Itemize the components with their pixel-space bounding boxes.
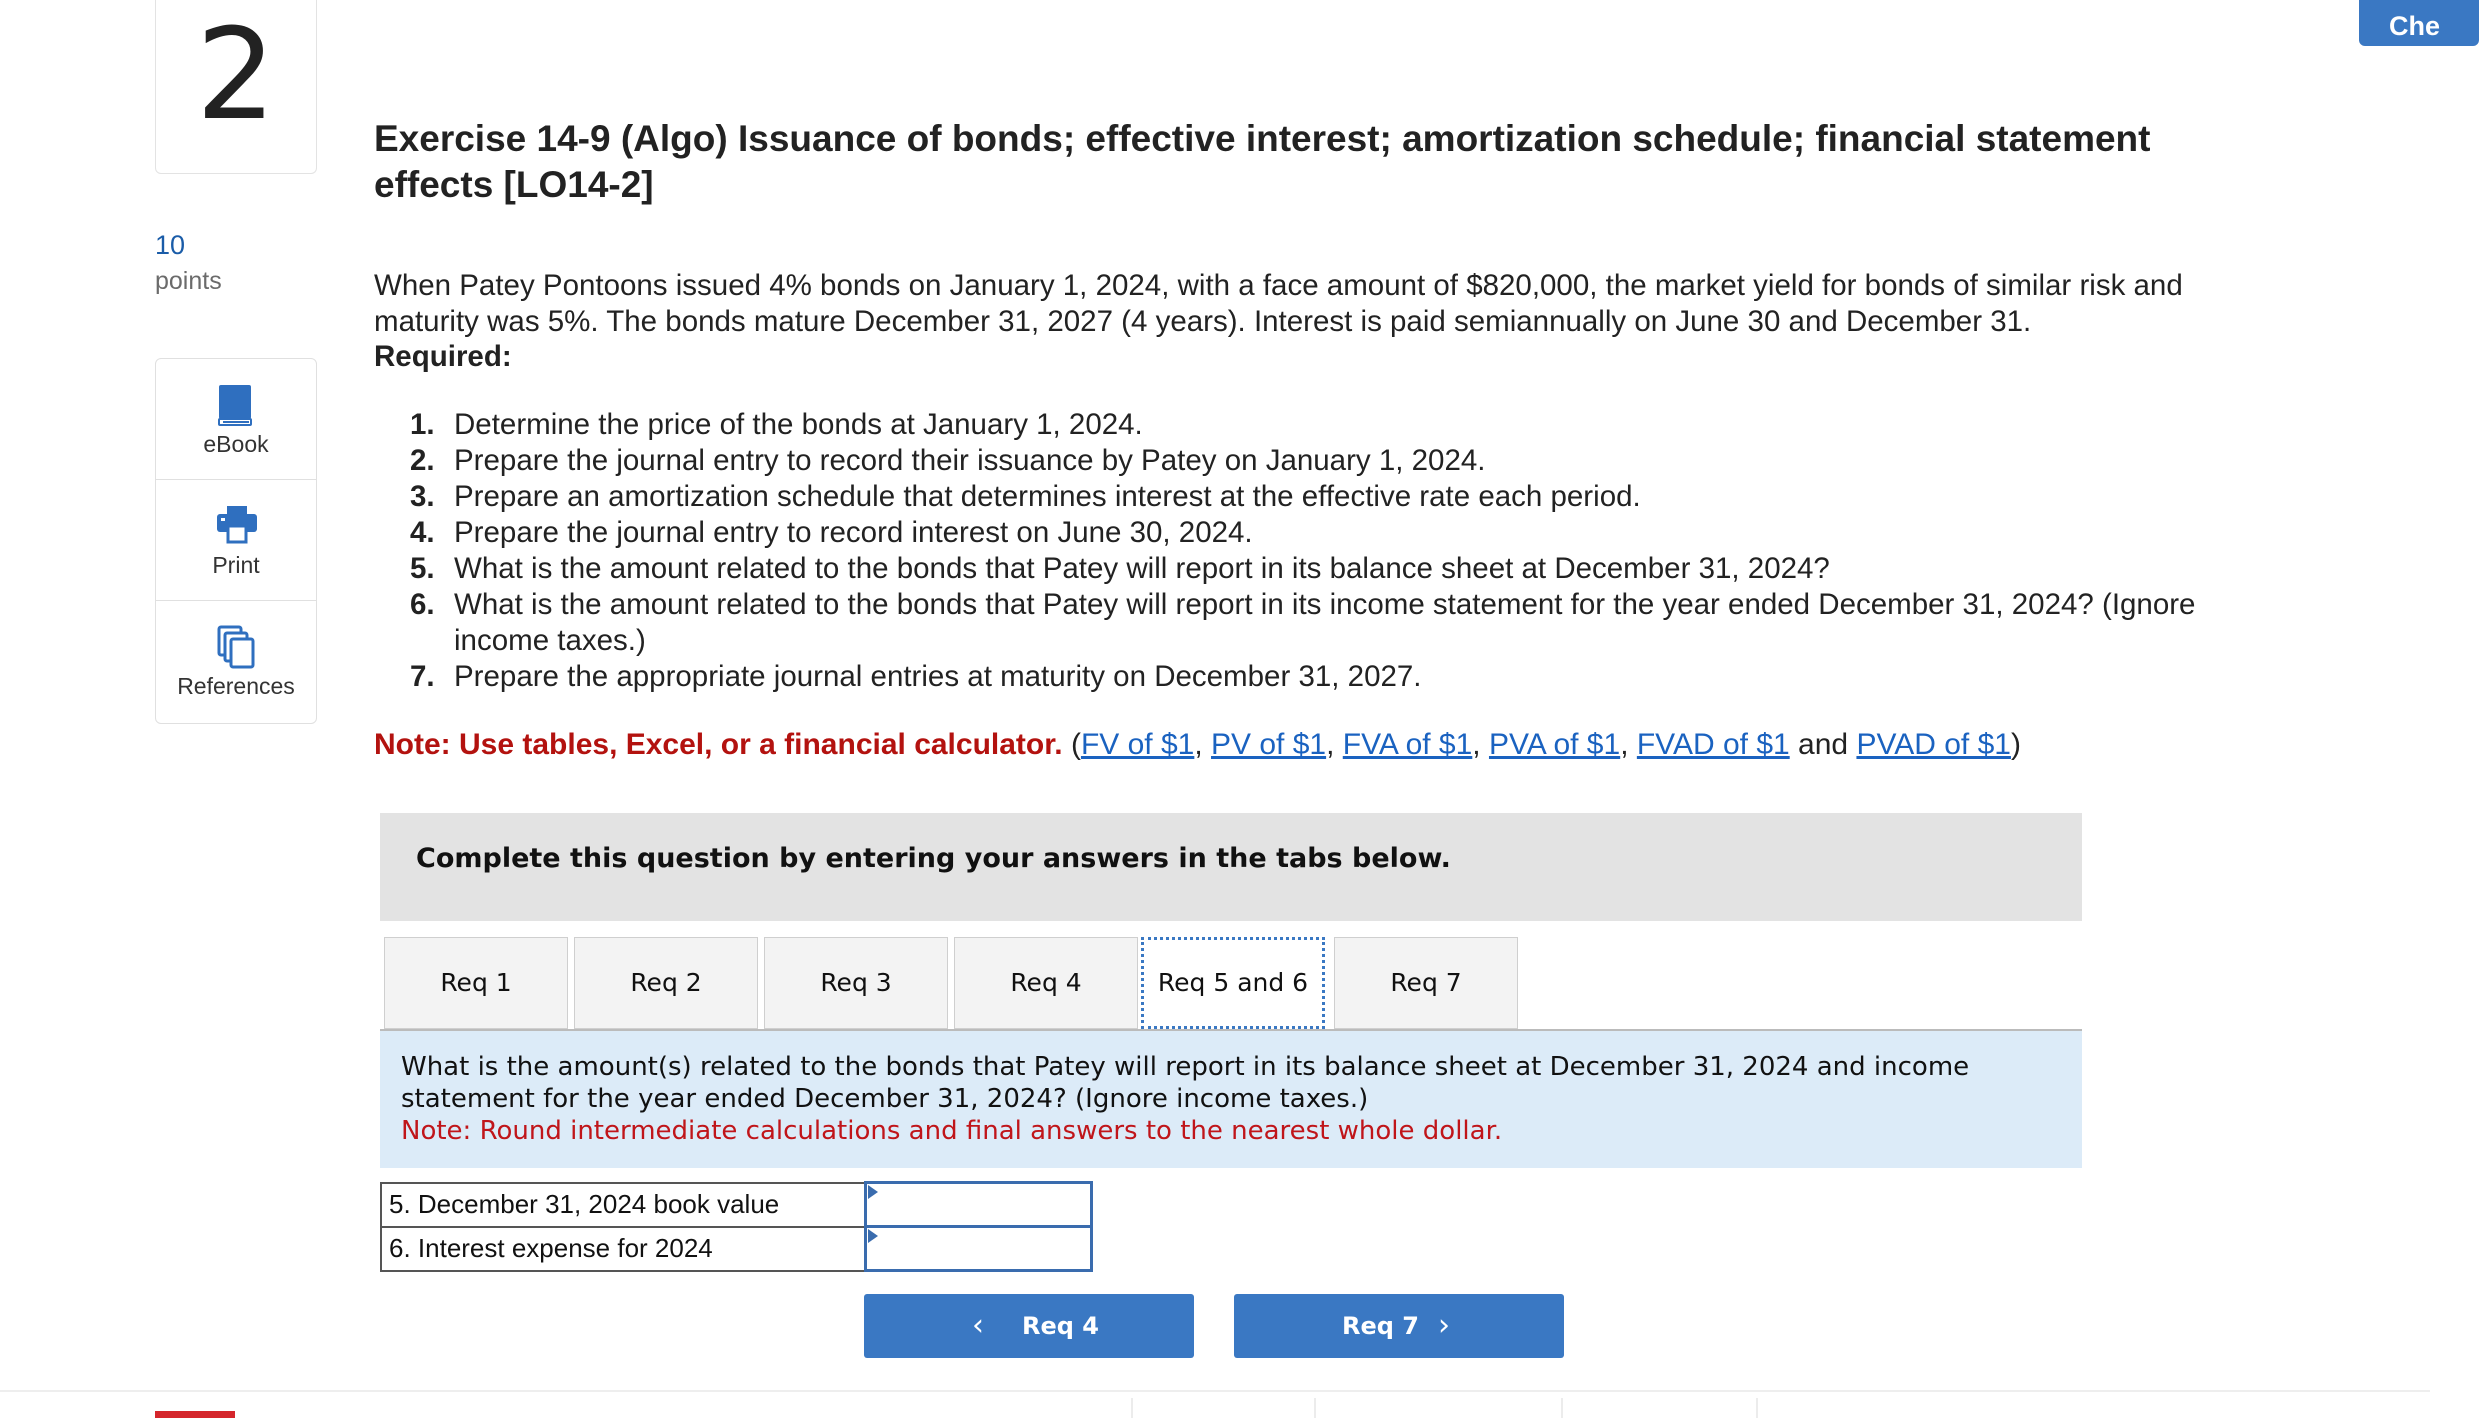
item-text: What is the amount related to the bonds that Patey will report in its income statement for the year ended December 31, 2024? (Ignore income taxes.) bbox=[454, 588, 2196, 657]
tab-req-5-and-6[interactable]: Req 5 and 6 bbox=[1141, 937, 1325, 1029]
paren-close: ) bbox=[2010, 728, 2021, 761]
separator: , bbox=[1326, 728, 1343, 761]
table-row bbox=[381, 1183, 1091, 1227]
answer-table bbox=[380, 1181, 1093, 1272]
item-number: 5. bbox=[410, 552, 435, 585]
item-number: 4. bbox=[410, 516, 435, 549]
item-text: Prepare the journal entry to record their issuance by Patey on January 1, 2024. bbox=[454, 444, 1486, 477]
pvad-of-1-link[interactable]: PVAD of $1 bbox=[1856, 728, 2011, 761]
pva-of-1-link[interactable]: PVA of $1 bbox=[1488, 728, 1621, 761]
resources-panel bbox=[155, 358, 317, 724]
problem-intro: When Patey Pontoons issued 4% bonds on January 1, 2024, with a face amount of $820,000, the market yield for bonds of similar risk and maturity was 5%. The bonds mature December 31, 2027 (4 years). Interest is paid semiannually on June 30 and December 31. bbox=[374, 269, 2183, 338]
interest-expense-input[interactable] bbox=[867, 1229, 1090, 1269]
tab-req-2[interactable]: Req 2 bbox=[574, 937, 758, 1029]
separator: , bbox=[1472, 728, 1489, 761]
separator: , bbox=[1620, 728, 1637, 761]
fva-of-1-link[interactable]: FVA of $1 bbox=[1342, 728, 1473, 761]
bottom-divider-tick bbox=[1314, 1398, 1316, 1418]
points-value: 10 bbox=[155, 230, 186, 260]
item-text: Determine the price of the bonds at January 1, 2024. bbox=[454, 408, 1143, 441]
tab-req-4[interactable]: Req 4 bbox=[954, 937, 1138, 1029]
item-number: 6. bbox=[410, 588, 435, 621]
interest-expense-input-cell[interactable] bbox=[865, 1227, 1091, 1271]
input-marker-icon bbox=[868, 1229, 878, 1243]
copy-icon bbox=[217, 625, 257, 669]
next-tab-label: Req 7 bbox=[1342, 1312, 1419, 1340]
list-item bbox=[410, 443, 2290, 479]
item-number: 7. bbox=[410, 660, 435, 693]
check-my-work-button[interactable]: Che bbox=[2359, 0, 2479, 46]
prev-tab-label: Req 4 bbox=[1022, 1312, 1099, 1340]
tab-question-text: What is the amount(s) related to the bonds that Patey will report in its balance sheet at December 31, 2024 and income statement for the year ended December 31, 2024? (Ignore income taxes.) bbox=[401, 1052, 1970, 1114]
item-text: Prepare the journal entry to record interest on June 30, 2024. bbox=[454, 516, 1253, 549]
tab-question-note: Note: Round intermediate calculations and final answers to the nearest whole dollar. bbox=[401, 1116, 1503, 1146]
bottom-divider-tick bbox=[1756, 1398, 1758, 1418]
list-item bbox=[410, 659, 2290, 695]
requirements-list bbox=[410, 407, 2290, 695]
sidebar-item-label: Print bbox=[212, 552, 260, 578]
panel-header bbox=[380, 813, 2082, 921]
sidebar-item-references[interactable] bbox=[156, 601, 316, 722]
input-marker-icon bbox=[868, 1185, 878, 1199]
tab-req-1[interactable]: Req 1 bbox=[384, 937, 568, 1029]
bottom-divider-tick bbox=[1561, 1398, 1563, 1418]
printer-icon bbox=[217, 504, 257, 544]
bottom-divider bbox=[0, 1390, 2430, 1392]
bottom-accent-bar bbox=[155, 1411, 235, 1418]
sidebar-item-label: eBook bbox=[203, 431, 269, 457]
item-number: 2. bbox=[410, 444, 435, 477]
book-value-input[interactable] bbox=[867, 1185, 1090, 1225]
sidebar-item-ebook[interactable] bbox=[156, 359, 316, 480]
row-label: 5. December 31, 2024 book value bbox=[381, 1183, 865, 1227]
row-label: 6. Interest expense for 2024 bbox=[381, 1227, 865, 1271]
chevron-left-icon: ‹ bbox=[972, 1308, 984, 1343]
list-item bbox=[410, 551, 2290, 587]
panel-header-text: Complete this question by entering your answers in the tabs below. bbox=[416, 843, 1451, 874]
sidebar-item-label: References bbox=[177, 673, 295, 699]
chevron-right-icon: › bbox=[1438, 1308, 1450, 1343]
list-item bbox=[410, 515, 2290, 551]
points-label: points bbox=[155, 267, 222, 295]
required-label: Required: bbox=[374, 340, 512, 373]
tab-req-3[interactable]: Req 3 bbox=[764, 937, 948, 1029]
item-number: 1. bbox=[410, 408, 435, 441]
item-text: Prepare the appropriate journal entries at maturity on December 31, 2027. bbox=[454, 660, 1422, 693]
separator: , bbox=[1194, 728, 1212, 761]
fvad-of-1-link[interactable]: FVAD of $1 bbox=[1636, 728, 1790, 761]
table-row bbox=[381, 1227, 1091, 1271]
pv-of-1-link[interactable]: PV of $1 bbox=[1211, 728, 1327, 761]
bottom-divider-tick bbox=[1131, 1398, 1133, 1418]
list-item bbox=[410, 587, 2290, 659]
question-number: 2 bbox=[195, 1, 277, 148]
tab-question-box bbox=[380, 1031, 2082, 1168]
exercise-title: Exercise 14-9 (Algo) Issuance of bonds; effective interest; amortization schedule; financial statement effects [LO14-2] bbox=[374, 118, 2151, 205]
book-value-input-cell[interactable] bbox=[865, 1183, 1091, 1227]
item-text: What is the amount related to the bonds that Patey will report in its balance sheet at December 31, 2024? bbox=[454, 552, 1830, 585]
prev-tab-button[interactable] bbox=[864, 1294, 1194, 1358]
sidebar-item-print[interactable] bbox=[156, 480, 316, 601]
list-item bbox=[410, 479, 2290, 515]
note-label: Note: Use tables, Excel, or a financial calculator. bbox=[374, 728, 1063, 761]
paren-open: ( bbox=[1070, 728, 1081, 761]
fv-of-1-link[interactable]: FV of $1 bbox=[1080, 728, 1195, 761]
question-number-box bbox=[155, 0, 317, 174]
item-number: 3. bbox=[410, 480, 435, 513]
tab-req-7[interactable]: Req 7 bbox=[1334, 937, 1518, 1029]
and-text: and bbox=[1789, 728, 1857, 761]
note-line bbox=[374, 728, 2021, 762]
list-item bbox=[410, 407, 2290, 443]
next-tab-button[interactable] bbox=[1234, 1294, 1564, 1358]
item-text: Prepare an amortization schedule that determines interest at the effective rate each period. bbox=[454, 480, 1641, 513]
book-icon bbox=[217, 383, 255, 427]
